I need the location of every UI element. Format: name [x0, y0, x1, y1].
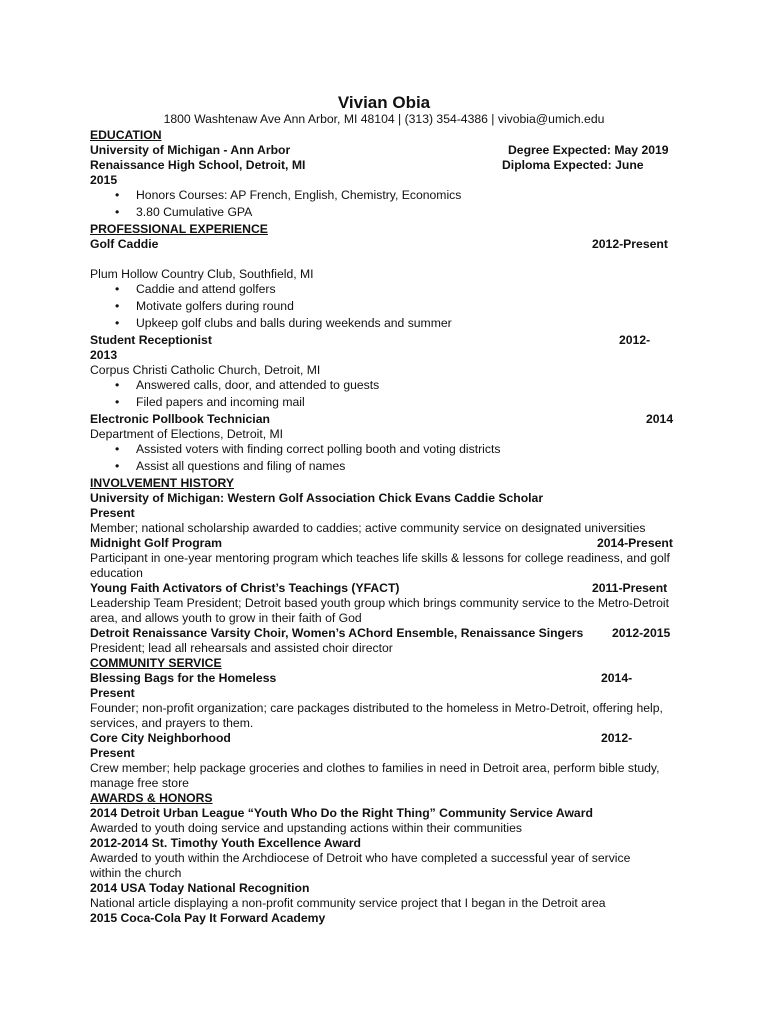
job-entry: [90, 412, 690, 427]
involvement-title: Young Faith Activators of Christ’s Teachings (YFACT): [90, 581, 400, 595]
education-entry: [90, 143, 690, 158]
involvement-desc: Participant in one-year mentoring program which teaches life skills & lessons for college readiness, and golf education: [90, 551, 670, 580]
community-heading: COMMUNITY SERVICE: [90, 656, 222, 670]
awards-heading: AWARDS & HONORS: [90, 791, 213, 805]
job-date-cont: 2013: [90, 348, 118, 362]
award-title: 2014 Detroit Urban League “Youth Who Do the Right Thing” Community Service Award: [90, 806, 593, 820]
job-date: 2012-: [619, 333, 651, 347]
school-date-cont: 2015: [90, 173, 118, 187]
job-title: Electronic Pollbook Technician: [90, 412, 270, 426]
job-org: Department of Elections, Detroit, MI: [90, 427, 284, 441]
involvement-desc: President; lead all rehearsals and assisted choir director: [90, 641, 393, 655]
contact-line: 1800 Washtenaw Ave Ann Arbor, MI 48104 | (313) 354-4386 | vivobia@umich.edu: [163, 112, 605, 126]
involvement-heading: INVOLVEMENT HISTORY: [90, 476, 235, 490]
job-org: Corpus Christi Catholic Church, Detroit, MI: [90, 363, 321, 377]
professional-heading: PROFESSIONAL EXPERIENCE: [90, 222, 268, 236]
education-entry: [90, 158, 690, 173]
involvement-entry: [90, 626, 690, 641]
list-item: • Caddie and attend golfers: [90, 282, 690, 299]
community-desc: Founder; non-profit organization; care packages distributed to the homeless in Metro-Detroit, offering help, services, and prayers to them.: [90, 701, 663, 730]
involvement-title: University of Michigan: Western Golf Association Chick Evans Caddie Scholar: [90, 491, 544, 505]
award-desc: National article displaying a non-profit community service project that I began in the Detroit area: [90, 896, 606, 910]
list-item: • Assist all questions and filing of names: [90, 459, 690, 476]
award-desc: Awarded to youth within the Archdiocese of Detroit who have completed a successful year of service within the church: [90, 851, 631, 880]
involvement-title: Midnight Golf Program: [90, 536, 223, 550]
school-date: Degree Expected: May 2019: [508, 143, 669, 157]
community-date: 2012-: [601, 731, 633, 745]
job-date: 2012-Present: [592, 237, 668, 251]
school-date: Diploma Expected: June: [502, 158, 644, 172]
list-item: • Answered calls, door, and attended to guests: [90, 378, 690, 395]
community-date-cont: Present: [90, 746, 135, 760]
involvement-date: Present: [90, 506, 135, 520]
list-item: • 3.80 Cumulative GPA: [90, 205, 690, 222]
job-title: Golf Caddie: [90, 237, 159, 251]
involvement-title: Detroit Renaissance Varsity Choir, Women’s AChord Ensemble, Renaissance Singers: [90, 626, 584, 640]
award-desc: Awarded to youth doing service and upstanding actions within their communities: [90, 821, 523, 835]
involvement-desc: Leadership Team President; Detroit based youth group which brings community service to the Metro-Detroit area, and allows youth to grow in their faith of God: [90, 596, 669, 625]
involvement-entry: [90, 536, 690, 551]
involvement-date: 2014-Present: [597, 536, 673, 550]
community-title: Core City Neighborhood: [90, 731, 231, 745]
job-org: Plum Hollow Country Club, Southfield, MI: [90, 267, 314, 281]
involvement-desc: Member; national scholarship awarded to caddies; active community service on designated universities: [90, 521, 646, 535]
community-entry: [90, 731, 690, 746]
community-date: 2014-: [601, 671, 633, 685]
involvement-date: 2012-2015: [612, 626, 671, 640]
school-name: Renaissance High School, Detroit, MI: [90, 158, 306, 172]
involvement-entry: [90, 581, 690, 596]
job-entry: [90, 237, 690, 252]
list-item: • Honors Courses: AP French, English, Chemistry, Economics: [90, 188, 690, 205]
job-date: 2014: [646, 412, 674, 426]
school-name: University of Michigan - Ann Arbor: [90, 143, 291, 157]
list-item: • Motivate golfers during round: [90, 299, 690, 316]
resume-name: Vivian Obia: [337, 93, 431, 112]
list-item: • Assisted voters with finding correct polling booth and voting districts: [90, 442, 690, 459]
community-date-cont: Present: [90, 686, 135, 700]
job-title: Student Receptionist: [90, 333, 212, 347]
award-title: 2012-2014 St. Timothy Youth Excellence Award: [90, 836, 361, 850]
list-item: • Filed papers and incoming mail: [90, 395, 690, 412]
community-entry: [90, 671, 690, 686]
education-heading: EDUCATION: [90, 128, 162, 142]
community-title: Blessing Bags for the Homeless: [90, 671, 277, 685]
job-entry: [90, 333, 690, 348]
award-title: 2015 Coca-Cola Pay It Forward Academy: [90, 911, 326, 925]
award-title: 2014 USA Today National Recognition: [90, 881, 310, 895]
resume-body: [90, 128, 690, 926]
list-item: • Upkeep golf clubs and balls during weekends and summer: [90, 316, 690, 333]
involvement-date: 2011-Present: [592, 581, 668, 595]
community-desc: Crew member; help package groceries and clothes to families in need in Detroit area, perform bible study, manage free store: [90, 761, 660, 790]
